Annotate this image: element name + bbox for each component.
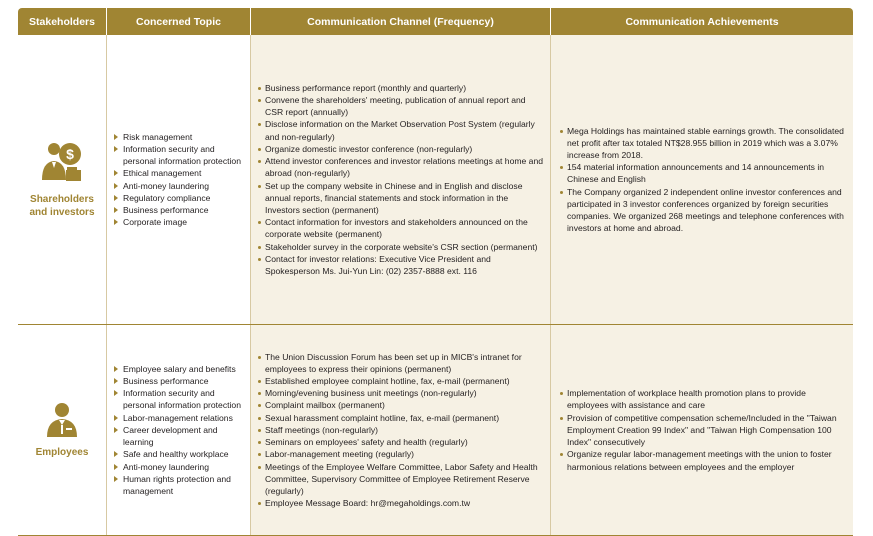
list-item: Human rights protection and management — [113, 473, 246, 497]
topic-cell — [107, 325, 251, 535]
list-item: Contact for investor relations: Executive Vice President and Spokesperson Ms. Jui-Yun Lin: (02) 2357-8888 ext. 116 — [258, 253, 544, 277]
list-item: Safe and healthy workplace — [113, 448, 246, 460]
list-item: Attend investor conferences and investor relations meetings at home and abroad (non-regularly) — [258, 155, 544, 179]
list-item: The Union Discussion Forum has been set up in MICB's intranet for employees to express their opinions (permanent) — [258, 351, 544, 375]
list-item: Set up the company website in Chinese and in English and disclose annual reports, financial statements and stock information in the Investors section (permanent) — [258, 180, 544, 217]
list-item: Information security and personal information protection — [113, 387, 246, 411]
list-item: Mega Holdings has maintained stable earnings growth. The consolidated net profit after tax totaled NT$28.955 billion in 2019 which was a 3.07% increase from 2018. — [560, 125, 845, 162]
list-item: Seminars on employees' safety and health (regularly) — [258, 436, 544, 448]
achievement-cell — [551, 325, 853, 535]
stakeholder-label: Employees — [35, 447, 89, 459]
list-item: Contact information for investors and stakeholders announced on the corporate website (permanent) — [258, 216, 544, 240]
header-communication-achievements: Communication Achievements — [625, 15, 779, 28]
svg-text:$: $ — [66, 145, 74, 162]
list-item: Convene the shareholders' meeting, publication of annual report and CSR report (annually) — [258, 94, 544, 118]
list-item: Morning/evening business unit meetings (non-regularly) — [258, 387, 544, 399]
list-item: Business performance — [113, 204, 246, 216]
list-item: Disclose information on the Market Observation Post System (regularly and non-regularly) — [258, 118, 544, 142]
employee-icon — [44, 401, 80, 442]
list-item: Sexual harassment complaint hotline, fax, e-mail (permanent) — [258, 412, 544, 424]
shareholder-dollar-icon — [40, 140, 84, 189]
list-item: Regulatory compliance — [113, 192, 246, 204]
header-concerned-topic: Concerned Topic — [107, 8, 251, 35]
list-item: Complaint mailbox (permanent) — [258, 399, 544, 411]
list-item: Provision of competitive compensation scheme/Included in the "Taiwan Employment Creation 99 Index" and "Taiwan High Compensation 100 Index" consecutively — [560, 412, 845, 449]
header-stakeholders: Stakeholders — [18, 8, 107, 35]
list-item: Labor-management relations — [113, 412, 246, 424]
list-item: Career development and learning — [113, 424, 246, 448]
list-item: Organize regular labor-management meetings with the union to foster harmonious relations between employees and the employer — [560, 448, 845, 472]
list-item: Employee Message Board: hr@megaholdings.com.tw — [258, 497, 544, 509]
channel-cell — [251, 325, 551, 535]
table-header — [18, 8, 853, 35]
list-item: Established employee complaint hotline, fax, e-mail (permanent) — [258, 375, 544, 387]
list-item: 154 material information announcements and 14 announcements in Chinese and English — [560, 161, 845, 185]
achievement-cell — [551, 35, 853, 324]
table-row — [18, 35, 853, 325]
stakeholder-label: Shareholders and investors — [29, 194, 95, 219]
list-item: The Company organized 2 independent online investor conferences and participated in 3 investor conferences organized by foreign securities companies. We organized 268 meetings and telephone conferences with investors at home and abroad. — [560, 186, 845, 235]
list-item: Corporate image — [113, 216, 246, 228]
topic-cell — [107, 35, 251, 324]
channel-cell — [251, 35, 551, 324]
list-item: Implementation of workplace health promotion plans to provide employees with assistance and care — [560, 387, 845, 411]
list-item: Organize domestic investor conference (non-regularly) — [258, 143, 544, 155]
list-item: Business performance report (monthly and quarterly) — [258, 82, 544, 94]
list-item: Risk management — [113, 131, 246, 143]
stakeholder-communication-table — [18, 8, 853, 536]
list-item: Ethical management — [113, 167, 246, 179]
list-item: Information security and personal information protection — [113, 143, 246, 167]
stakeholder-cell — [18, 325, 107, 535]
list-item: Stakeholder survey in the corporate website's CSR section (permanent) — [258, 241, 544, 253]
stakeholder-cell — [18, 35, 107, 324]
list-item: Labor-management meeting (regularly) — [258, 448, 544, 460]
list-item: Staff meetings (non-regularly) — [258, 424, 544, 436]
table-row — [18, 325, 853, 536]
list-item: Anti-money laundering — [113, 461, 246, 473]
list-item: Anti-money laundering — [113, 180, 246, 192]
list-item: Employee salary and benefits — [113, 363, 246, 375]
header-communication-channel: Communication Channel (Frequency) — [251, 8, 551, 35]
list-item: Meetings of the Employee Welfare Committee, Labor Safety and Health Committee, Supervisory Committee of Employee Retirement Reserve (regularly) — [258, 461, 544, 498]
list-item: Business performance — [113, 375, 246, 387]
